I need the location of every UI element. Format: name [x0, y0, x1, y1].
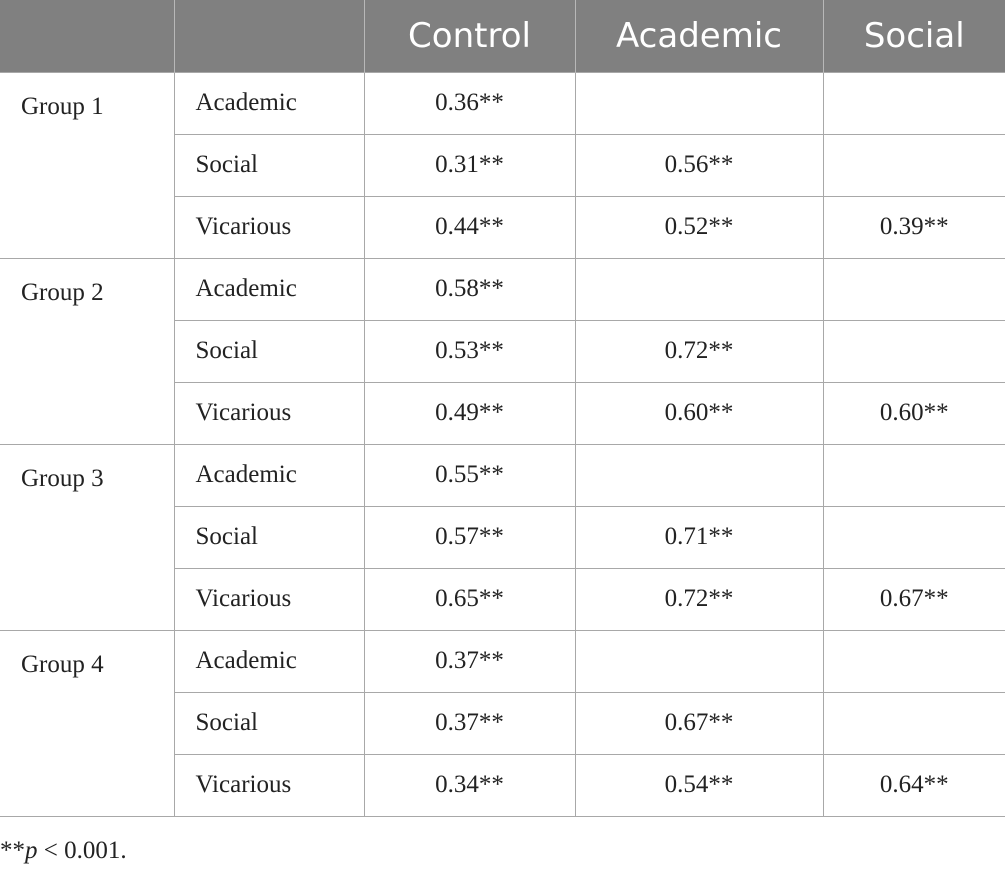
group-label: Group 4: [0, 630, 174, 816]
value-academic: [575, 444, 823, 506]
value-social: [823, 506, 1005, 568]
footnote-p-variable: p: [25, 837, 38, 864]
header-academic: Academic: [575, 0, 823, 72]
row-variable: Social: [174, 320, 364, 382]
row-variable: Academic: [174, 630, 364, 692]
footnote-threshold: < 0.001.: [37, 837, 127, 864]
row-variable: Social: [174, 134, 364, 196]
value-academic: [575, 72, 823, 134]
value-academic: [575, 258, 823, 320]
row-variable: Academic: [174, 258, 364, 320]
value-control: 0.55**: [364, 444, 575, 506]
value-control: 0.57**: [364, 506, 575, 568]
value-social: 0.64**: [823, 754, 1005, 816]
value-academic: 0.67**: [575, 692, 823, 754]
table-row: [0, 630, 1005, 692]
row-variable: Academic: [174, 444, 364, 506]
value-control: 0.44**: [364, 196, 575, 258]
value-social: [823, 630, 1005, 692]
header-variable-column: [174, 0, 364, 72]
table-row: [0, 72, 1005, 134]
row-variable: Social: [174, 506, 364, 568]
row-variable: Vicarious: [174, 754, 364, 816]
value-control: 0.36**: [364, 72, 575, 134]
group-label: Group 3: [0, 444, 174, 630]
header-social: Social: [823, 0, 1005, 72]
row-variable: Academic: [174, 72, 364, 134]
value-social: [823, 320, 1005, 382]
value-social: [823, 134, 1005, 196]
value-control: 0.49**: [364, 382, 575, 444]
header-row: [0, 0, 1005, 72]
value-academic: 0.72**: [575, 568, 823, 630]
group-label: Group 2: [0, 258, 174, 444]
value-academic: 0.71**: [575, 506, 823, 568]
value-control: 0.65**: [364, 568, 575, 630]
table-row: [0, 258, 1005, 320]
value-social: [823, 692, 1005, 754]
value-academic: 0.56**: [575, 134, 823, 196]
value-social: [823, 72, 1005, 134]
row-variable: Vicarious: [174, 196, 364, 258]
value-social: [823, 258, 1005, 320]
table-row: [0, 444, 1005, 506]
row-variable: Social: [174, 692, 364, 754]
value-academic: 0.72**: [575, 320, 823, 382]
value-academic: 0.54**: [575, 754, 823, 816]
value-academic: 0.52**: [575, 196, 823, 258]
value-social: 0.60**: [823, 382, 1005, 444]
value-control: 0.34**: [364, 754, 575, 816]
footnote-stars: **: [0, 837, 25, 864]
value-social: 0.67**: [823, 568, 1005, 630]
value-social: [823, 444, 1005, 506]
value-control: 0.58**: [364, 258, 575, 320]
value-control: 0.37**: [364, 692, 575, 754]
row-variable: Vicarious: [174, 382, 364, 444]
value-social: 0.39**: [823, 196, 1005, 258]
value-academic: [575, 630, 823, 692]
value-control: 0.53**: [364, 320, 575, 382]
header-control: Control: [364, 0, 575, 72]
value-control: 0.31**: [364, 134, 575, 196]
header-group-column: [0, 0, 174, 72]
row-variable: Vicarious: [174, 568, 364, 630]
table-footnote: [0, 836, 127, 866]
value-control: 0.37**: [364, 630, 575, 692]
group-label: Group 1: [0, 72, 174, 258]
value-academic: 0.60**: [575, 382, 823, 444]
